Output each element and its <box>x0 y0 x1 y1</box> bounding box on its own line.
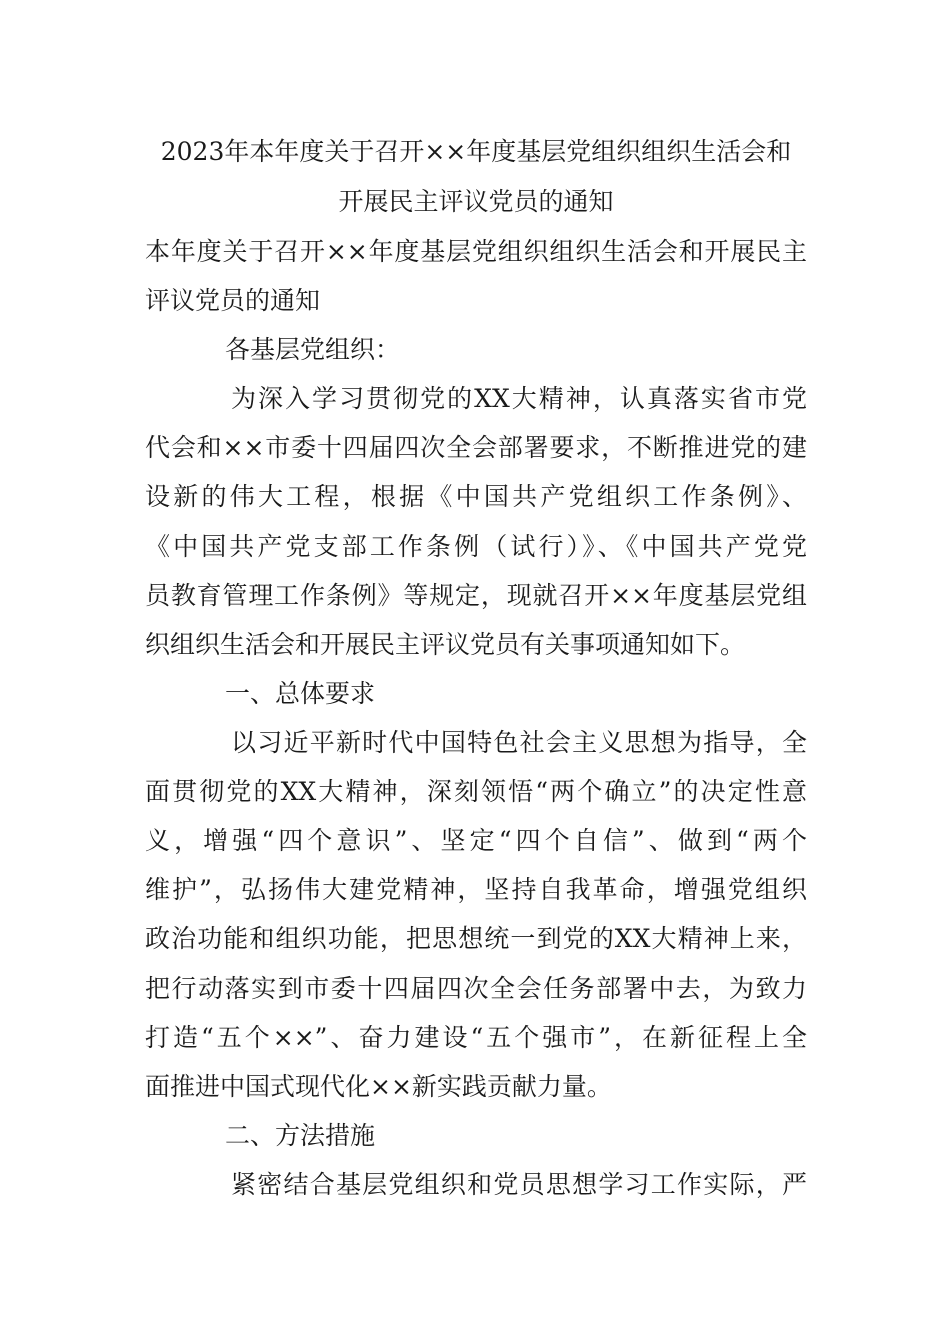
paragraph-1-line-2: 代会和××市委十四届四次全会部署要求，不断推进党的建 <box>145 433 807 462</box>
paragraph-1-line-5: 员教育管理工作条例》等规定，现就召开××年度基层党组 <box>145 581 807 610</box>
salutation: 各基层党组织： <box>225 335 401 364</box>
section-heading-2: 二、方法措施 <box>225 1121 376 1150</box>
paragraph-2-line-6: 把行动落实到市委十四届四次全会任务部署中去，为致力 <box>145 974 807 1003</box>
document-title-line-2: 开展民主评议党员的通知 <box>338 187 614 216</box>
document-title-line-1: 2023年本年度关于召开××年度基层党组织组织生活会和 <box>160 137 792 166</box>
paragraph-2-line-8: 面推进中国式现代化××新实践贡献力量。 <box>145 1072 612 1101</box>
section-heading-1: 一、总体要求 <box>225 679 376 708</box>
paragraph-1-line-6: 织组织生活会和开展民主评议党员有关事项通知如下。 <box>145 630 746 659</box>
paragraph-2-line-5: 政治功能和组织功能，把思想统一到党的XX大精神上来， <box>145 924 807 953</box>
paragraph-1-line-4: 《中国共产党支部工作条例（试行）》、《中国共产党党 <box>145 532 807 561</box>
subtitle-line-2: 评议党员的通知 <box>145 286 321 315</box>
paragraph-2-line-2: 面贯彻党的XX大精神，深刻领悟“两个确立”的决定性意 <box>145 777 807 806</box>
subtitle-line-1: 本年度关于召开××年度基层党组织组织生活会和开展民主 <box>145 237 807 266</box>
paragraph-1-line-3: 设新的伟大工程，根据《中国共产党组织工作条例》、 <box>145 482 807 511</box>
paragraph-2-line-1: 以习近平新时代中国特色社会主义思想为指导，全 <box>231 728 807 757</box>
paragraph-3-line-1: 紧密结合基层党组织和党员思想学习工作实际，严 <box>231 1170 807 1199</box>
paragraph-2-line-7: 打造“五个××”、奋力建设“五个强市”，在新征程上全 <box>145 1023 807 1052</box>
paragraph-1-line-1: 为深入学习贯彻党的XX大精神，认真落实省市党 <box>231 384 807 413</box>
paragraph-2-line-3: 义，增强“四个意识”、坚定“四个自信”、做到“两个 <box>145 826 807 855</box>
paragraph-2-line-4: 维护”，弘扬伟大建党精神，坚持自我革命，增强党组织 <box>145 875 807 904</box>
